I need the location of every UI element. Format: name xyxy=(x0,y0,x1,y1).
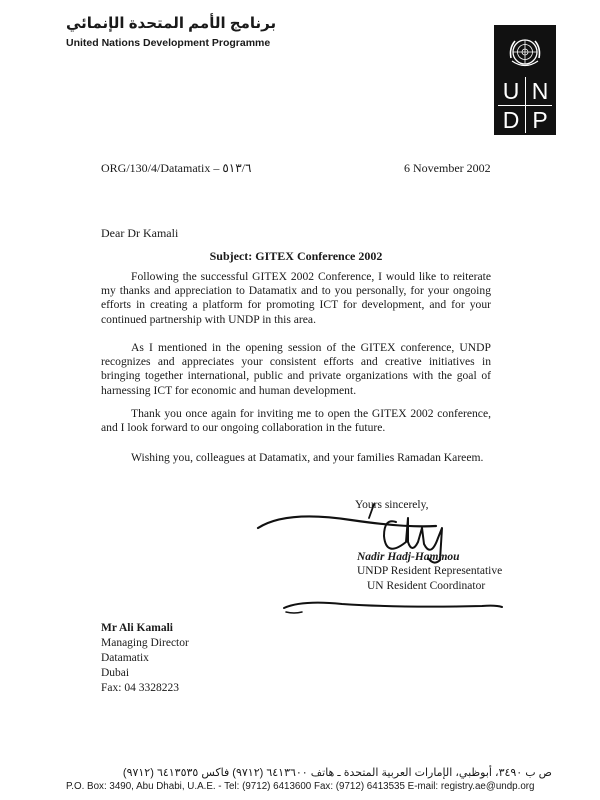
signature-underline-stroke xyxy=(282,596,504,622)
logo-letter-d: D xyxy=(502,107,520,133)
signatory-title-secondary: UN Resident Coordinator xyxy=(367,580,486,592)
closing: Yours sincerely, xyxy=(355,499,429,511)
footer-english-address: P.O. Box: 3490, Abu Dhabi, U.A.E. - Tel: (9712) 6413600 Fax: (9712) 6413535 E-mail: registry.ae@undp.org xyxy=(66,781,535,792)
signatory-name: Nadir Hadj-Hammou xyxy=(357,551,460,563)
signatory-title: UNDP Resident Representative xyxy=(357,565,503,577)
salutation: Dear Dr Kamali xyxy=(101,226,179,240)
body-paragraph: Following the successful GITEX 2002 Conference, I would like to reiterate my thanks and appreciation to Datamatix and to you personally, for your ongoing efforts in creating a platform for promoting ICT for development, and for your continued partnership with UNDP in this area. xyxy=(101,270,491,326)
footer-arabic-address: ص ب ٣٤٩٠، أبوظبي، الإمارات العربية المتحدة ـ هاتف ٦٤١٣٦٠٠ (٩٧١٢) فاكس ٦٤١٣٥٣٥ (٩٧١٢) xyxy=(122,767,552,779)
logo-letter-n: N xyxy=(531,78,549,104)
undp-logo xyxy=(494,25,556,135)
letterhead-org-name: United Nations Development Programme xyxy=(66,37,271,49)
recipient-company: Datamatix xyxy=(101,652,149,664)
subject-line: Subject: GITEX Conference 2002 xyxy=(209,249,383,263)
logo-divider-vertical xyxy=(525,77,526,133)
recipient-fax: Fax: 04 3328223 xyxy=(101,682,179,694)
letterhead-arabic-name: برنامج الأمم المتحدة الإنمائي xyxy=(66,15,277,32)
recipient-city: Dubai xyxy=(101,667,130,679)
logo-letter-u: U xyxy=(502,78,520,104)
recipient-title: Managing Director xyxy=(101,637,189,649)
body-paragraph: Wishing you, colleagues at Datamatix, and your families Ramadan Kareem. xyxy=(131,451,484,464)
recipient-name: Mr Ali Kamali xyxy=(101,622,173,634)
body-paragraph: Thank you once again for inviting me to open the GITEX 2002 conference, and I look forward to our ongoing collaboration in the future. xyxy=(101,407,491,435)
body-paragraph: As I mentioned in the opening session of the GITEX conference, UNDP recognizes and appreciates your consistent efforts and creative initiatives in bringing together international, public and private organizations with the goal of harnessing ICT for economic and human development. xyxy=(101,341,491,397)
un-emblem-icon xyxy=(505,32,545,72)
logo-letter-p: P xyxy=(532,107,548,133)
reference-number: ORG/130/4/Datamatix – ٥١٣/٦ xyxy=(101,161,252,175)
letter-date: 6 November 2002 xyxy=(404,161,491,175)
